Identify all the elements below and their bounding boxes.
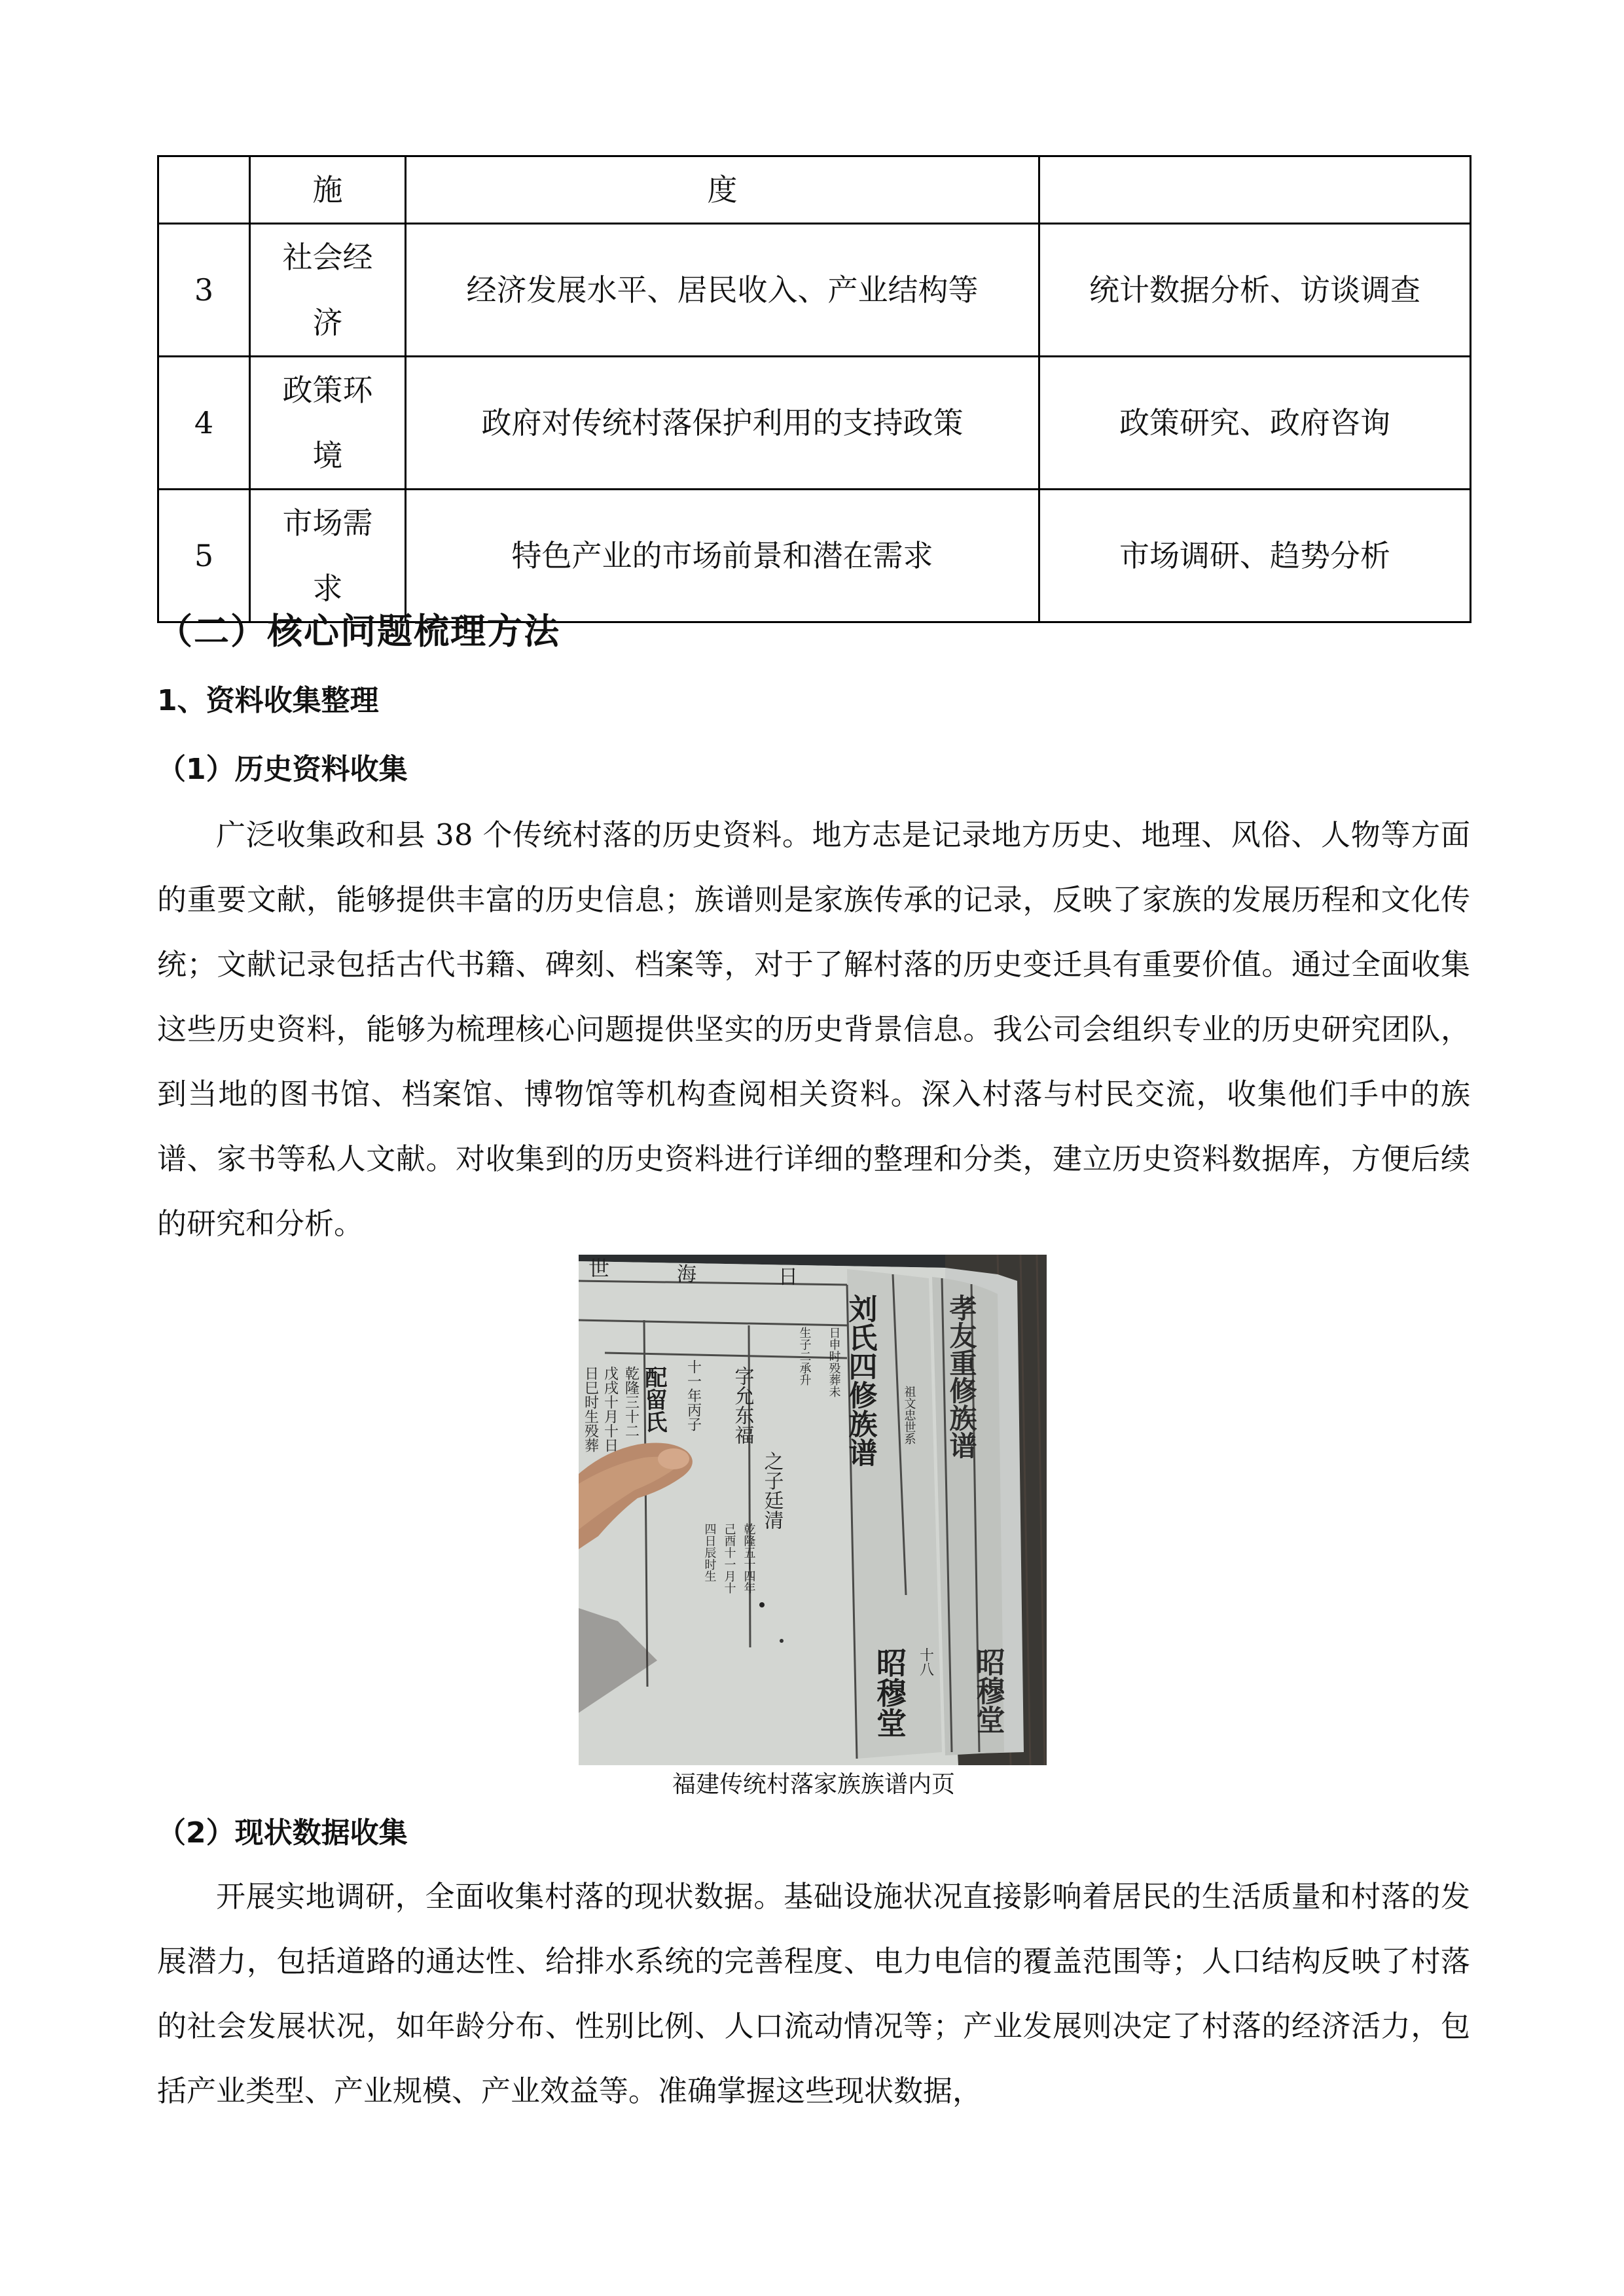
section-heading: （二）核心问题梳理方法 xyxy=(157,611,560,652)
photo-char: 世 xyxy=(588,1256,610,1281)
table-cell xyxy=(158,156,250,224)
photo-text-column: 日申时殁葬未 xyxy=(827,1327,841,1397)
row-number: 5 xyxy=(158,490,250,622)
table-row xyxy=(158,490,1471,622)
row-method: 政策研究、政府咨询 xyxy=(1039,357,1471,490)
table-cell: 施 xyxy=(250,156,406,224)
history-collection-paragraph: 广泛收集政和县 38 个传统村落的历史资料。地方志是记录地方历史、地理、风俗、人物等方面的重要文献，能够提供丰富的历史信息；族谱则是家族传承的记录，反映了家族的发展历程和文化传统；文献记录包括古代书籍、碑刻、档案等，对于了解村落的历史变迁具有重要价值。通过全面收集这些历史资料，能够为梳理核心问题提供坚实的历史背景信息。我公司会组织专业的历史研究团队，到当地的图书馆、档案馆、博物馆等机构查阅相关资料。深入村落与村民交流，收集他们手中的族谱、家书等私人文献。对收集到的历史资料进行详细的整理和分类，建立历史资料数据库，方便后续的研究和分析。 xyxy=(157,817,1470,1241)
photo-text-column: 之子廷清 xyxy=(760,1451,784,1530)
table-row xyxy=(158,224,1471,357)
survey-content-table xyxy=(157,155,1471,623)
photo-hall-name: 昭穆堂 xyxy=(971,1647,1005,1734)
photo-char: 日 xyxy=(778,1266,798,1289)
photo-text-column: 字允东福 xyxy=(731,1366,754,1444)
row-content: 特色产业的市场前景和潜在需求 xyxy=(406,490,1039,622)
photo-text-column: 祖文忠世系 xyxy=(902,1386,916,1444)
status-collection-paragraph: 开展实地调研，全面收集村落的现状数据。基础设施状况直接影响着居民的生活质量和村落的发展潜力，包括道路的通达性、给排水系统的完善程度、电力电信的覆盖范围等；人口结构反映了村落的社会发展状况，如年龄分布、性别比例、人口流动情况等；产业发展则决定了村落的经济活力，包括产业类型、产业规模、产业效益等。准确掌握这些现状数据， xyxy=(157,1879,1470,2108)
row-method: 统计数据分析、访谈调查 xyxy=(1039,224,1471,357)
photo-hall-name: 昭穆堂 xyxy=(872,1647,907,1738)
photo-text-column: 乾隆五十四年 xyxy=(742,1523,756,1594)
photo-title: 刘氏四修族谱 xyxy=(843,1294,877,1467)
photo-text-column: 四日辰时生 xyxy=(702,1523,717,1582)
figure-caption: 福建传统村落家族族谱内页 xyxy=(672,1771,955,1798)
table-row xyxy=(158,357,1471,490)
photo-text-column: 戊戌十月十日 xyxy=(602,1366,619,1452)
photo-char: 海 xyxy=(677,1263,696,1286)
row-item: 政策环境 xyxy=(250,357,406,490)
photo-text-column: 日巳时生殁葬 xyxy=(582,1366,599,1452)
row-method: 市场调研、趋势分析 xyxy=(1039,490,1471,622)
row-number: 4 xyxy=(158,357,250,490)
subsection-heading: 1、资料收集整理 xyxy=(157,684,379,717)
photo-text-column: 配留氏 xyxy=(641,1366,667,1433)
row-content: 政府对传统村落保护利用的支持政策 xyxy=(406,357,1039,490)
row-content: 经济发展水平、居民收入、产业结构等 xyxy=(406,224,1039,357)
row-number: 3 xyxy=(158,224,250,357)
photo-text-column: 十一年丙子 xyxy=(685,1359,702,1431)
photo-text-column: 乾隆三十二 xyxy=(623,1366,640,1438)
table-row xyxy=(158,156,1471,224)
photo-text-column: 十八 xyxy=(917,1647,934,1676)
photo-text-column: 生子二承升 xyxy=(797,1327,812,1386)
row-item: 社会经济 xyxy=(250,224,406,357)
table-cell xyxy=(1039,156,1471,224)
genealogy-photo xyxy=(579,1255,1047,1765)
photo-title: 孝友重修族谱 xyxy=(945,1294,978,1459)
table-cell: 度 xyxy=(406,156,1039,224)
row-item: 市场需求 xyxy=(250,490,406,622)
history-collection-title: （1）历史资料收集 xyxy=(157,753,408,786)
photo-text-column: 己酉十一月十 xyxy=(722,1523,736,1594)
status-collection-title: （2）现状数据收集 xyxy=(157,1816,408,1850)
